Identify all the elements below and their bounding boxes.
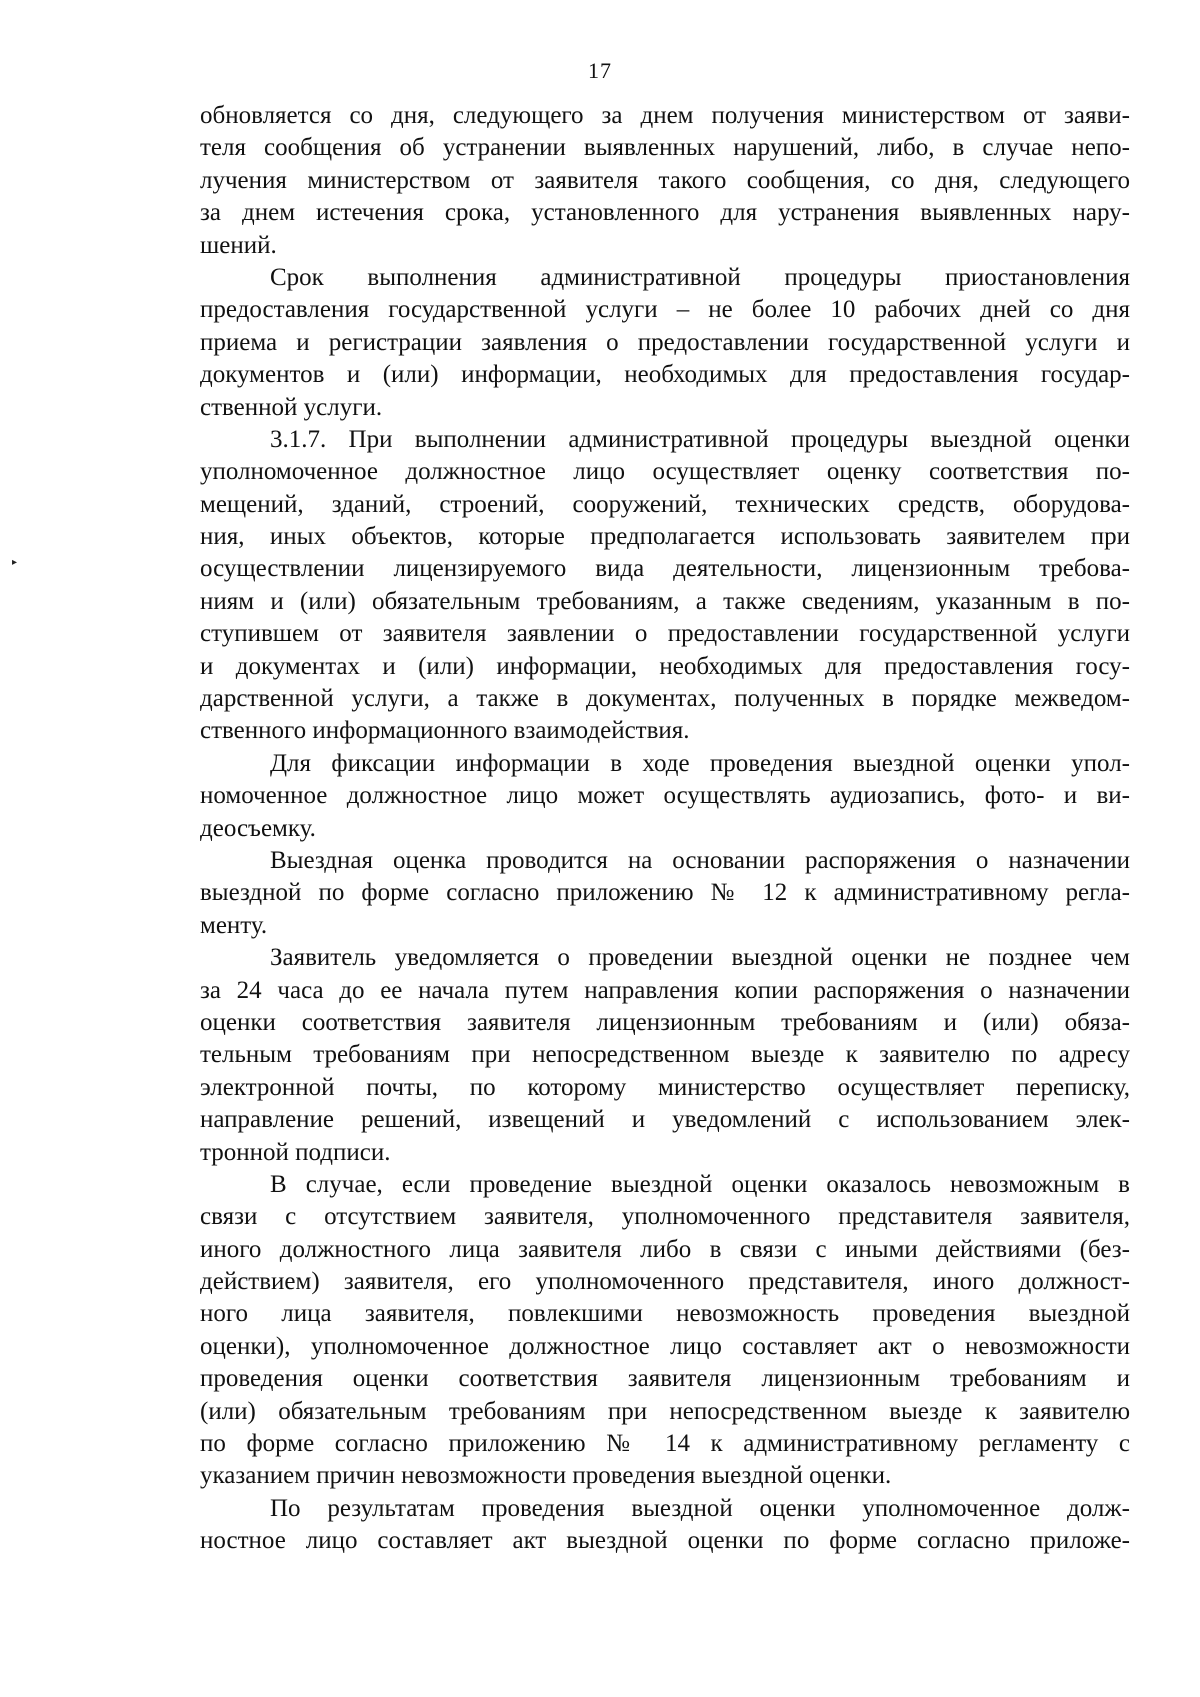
text-line: ниям и (или) обязательным требованиям, а также сведениям, указанным в по- bbox=[200, 587, 1130, 615]
text-line: деосъемку. bbox=[200, 814, 316, 842]
text-line: оценки соответствия заявителя лицензионным требованиям и (или) обяза- bbox=[200, 1008, 1130, 1036]
text-line: В случае, если проведение выездной оценки оказалось невозможным в bbox=[270, 1170, 1130, 1198]
text-line: выездной по форме согласно приложению № 12 к административному регла- bbox=[200, 879, 1130, 907]
text-line: действием) заявителя, его уполномоченного представителя, иного должност- bbox=[200, 1268, 1130, 1296]
text-line: По результатам проведения выездной оценки уполномоченное долж- bbox=[270, 1494, 1130, 1522]
paragraph bbox=[200, 100, 1130, 262]
text-line: ственной услуги. bbox=[200, 393, 383, 421]
margin-arrow-mark: ▸ bbox=[12, 557, 18, 568]
paragraph bbox=[200, 942, 1130, 1169]
text-line: электронной почты, по которому министерство осуществляет переписку, bbox=[200, 1073, 1130, 1101]
text-line: мещений, зданий, строений, сооружений, технических средств, оборудова- bbox=[200, 490, 1130, 518]
text-line: теля сообщения об устранении выявленных нарушений, либо, в случае непо- bbox=[200, 134, 1130, 162]
text-line: шений. bbox=[200, 231, 277, 259]
text-line: лучения министерством от заявителя такого сообщения, со дня, следующего bbox=[200, 166, 1130, 194]
text-line: направление решений, извещений и уведомлений с использованием элек- bbox=[200, 1106, 1130, 1134]
text-line: тронной подписи. bbox=[200, 1138, 391, 1166]
text-line: за днем истечения срока, установленного для устранения выявленных нару- bbox=[200, 199, 1130, 227]
text-line: ного лица заявителя, повлекшими невозможность проведения выездной bbox=[200, 1300, 1130, 1328]
text-line: ственного информационного взаимодействия. bbox=[200, 717, 690, 745]
text-line: 3.1.7. При выполнении административной процедуры выездной оценки bbox=[270, 425, 1130, 453]
paragraph bbox=[200, 1493, 1130, 1558]
text-line: за 24 часа до ее начала путем направления копии распоряжения о назначении bbox=[200, 976, 1130, 1004]
text-line: оценки), уполномоченное должностное лицо составляет акт о невозможности bbox=[200, 1332, 1130, 1360]
text-line: приема и регистрации заявления о предоставлении государственной услуги и bbox=[200, 328, 1130, 356]
text-line: по форме согласно приложению № 14 к административному регламенту с bbox=[200, 1430, 1130, 1458]
text-line: Заявитель уведомляется о проведении выездной оценки не позднее чем bbox=[270, 944, 1130, 972]
text-line: указанием причин невозможности проведения выездной оценки. bbox=[200, 1462, 892, 1490]
paragraph bbox=[200, 748, 1130, 845]
text-line: номоченное должностное лицо может осуществлять аудиозапись, фото- и ви- bbox=[200, 782, 1130, 810]
text-line: предоставления государственной услуги – не более 10 рабочих дней со дня bbox=[200, 296, 1130, 324]
paragraph bbox=[200, 1169, 1130, 1493]
text-line: ния, иных объектов, которые предполагается использовать заявителем при bbox=[200, 523, 1130, 551]
document-body bbox=[200, 100, 1130, 1558]
text-line: обновляется со дня, следующего за днем получения министерством от заяви- bbox=[200, 102, 1130, 129]
text-line: уполномоченное должностное лицо осуществляет оценку соответствия по- bbox=[200, 458, 1130, 486]
text-line: Выездная оценка проводится на основании распоряжения о назначении bbox=[270, 846, 1130, 874]
text-line: Для фиксации информации в ходе проведения выездной оценки упол- bbox=[270, 749, 1130, 777]
paragraph bbox=[200, 845, 1130, 942]
text-line: (или) обязательным требованиям при непосредственном выезде к заявителю bbox=[200, 1397, 1130, 1425]
text-line: тельным требованиям при непосредственном выезде к заявителю по адресу bbox=[200, 1041, 1130, 1069]
text-line: менту. bbox=[200, 911, 268, 939]
text-line: иного должностного лица заявителя либо в связи с иными действиями (без- bbox=[200, 1235, 1130, 1263]
text-line: дарственной услуги, а также в документах, полученных в порядке межведом- bbox=[200, 685, 1130, 713]
paragraph bbox=[200, 424, 1130, 748]
text-line: связи с отсутствием заявителя, уполномоченного представителя заявителя, bbox=[200, 1203, 1130, 1231]
paragraph bbox=[200, 262, 1130, 424]
text-line: Срок выполнения административной процедуры приостановления bbox=[270, 263, 1130, 291]
text-line: осуществлении лицензируемого вида деятельности, лицензионным требова- bbox=[200, 555, 1130, 583]
page-number: 17 bbox=[588, 58, 612, 83]
text-line: документов и (или) информации, необходимых для предоставления государ- bbox=[200, 361, 1130, 389]
text-line: ностное лицо составляет акт выездной оценки по форме согласно приложе- bbox=[200, 1527, 1130, 1555]
text-line: и документах и (или) информации, необходимых для предоставления госу- bbox=[200, 652, 1130, 680]
text-line: проведения оценки соответствия заявителя лицензионным требованиям и bbox=[200, 1365, 1130, 1393]
text-line: ступившем от заявителя заявлении о предоставлении государственной услуги bbox=[200, 620, 1130, 648]
